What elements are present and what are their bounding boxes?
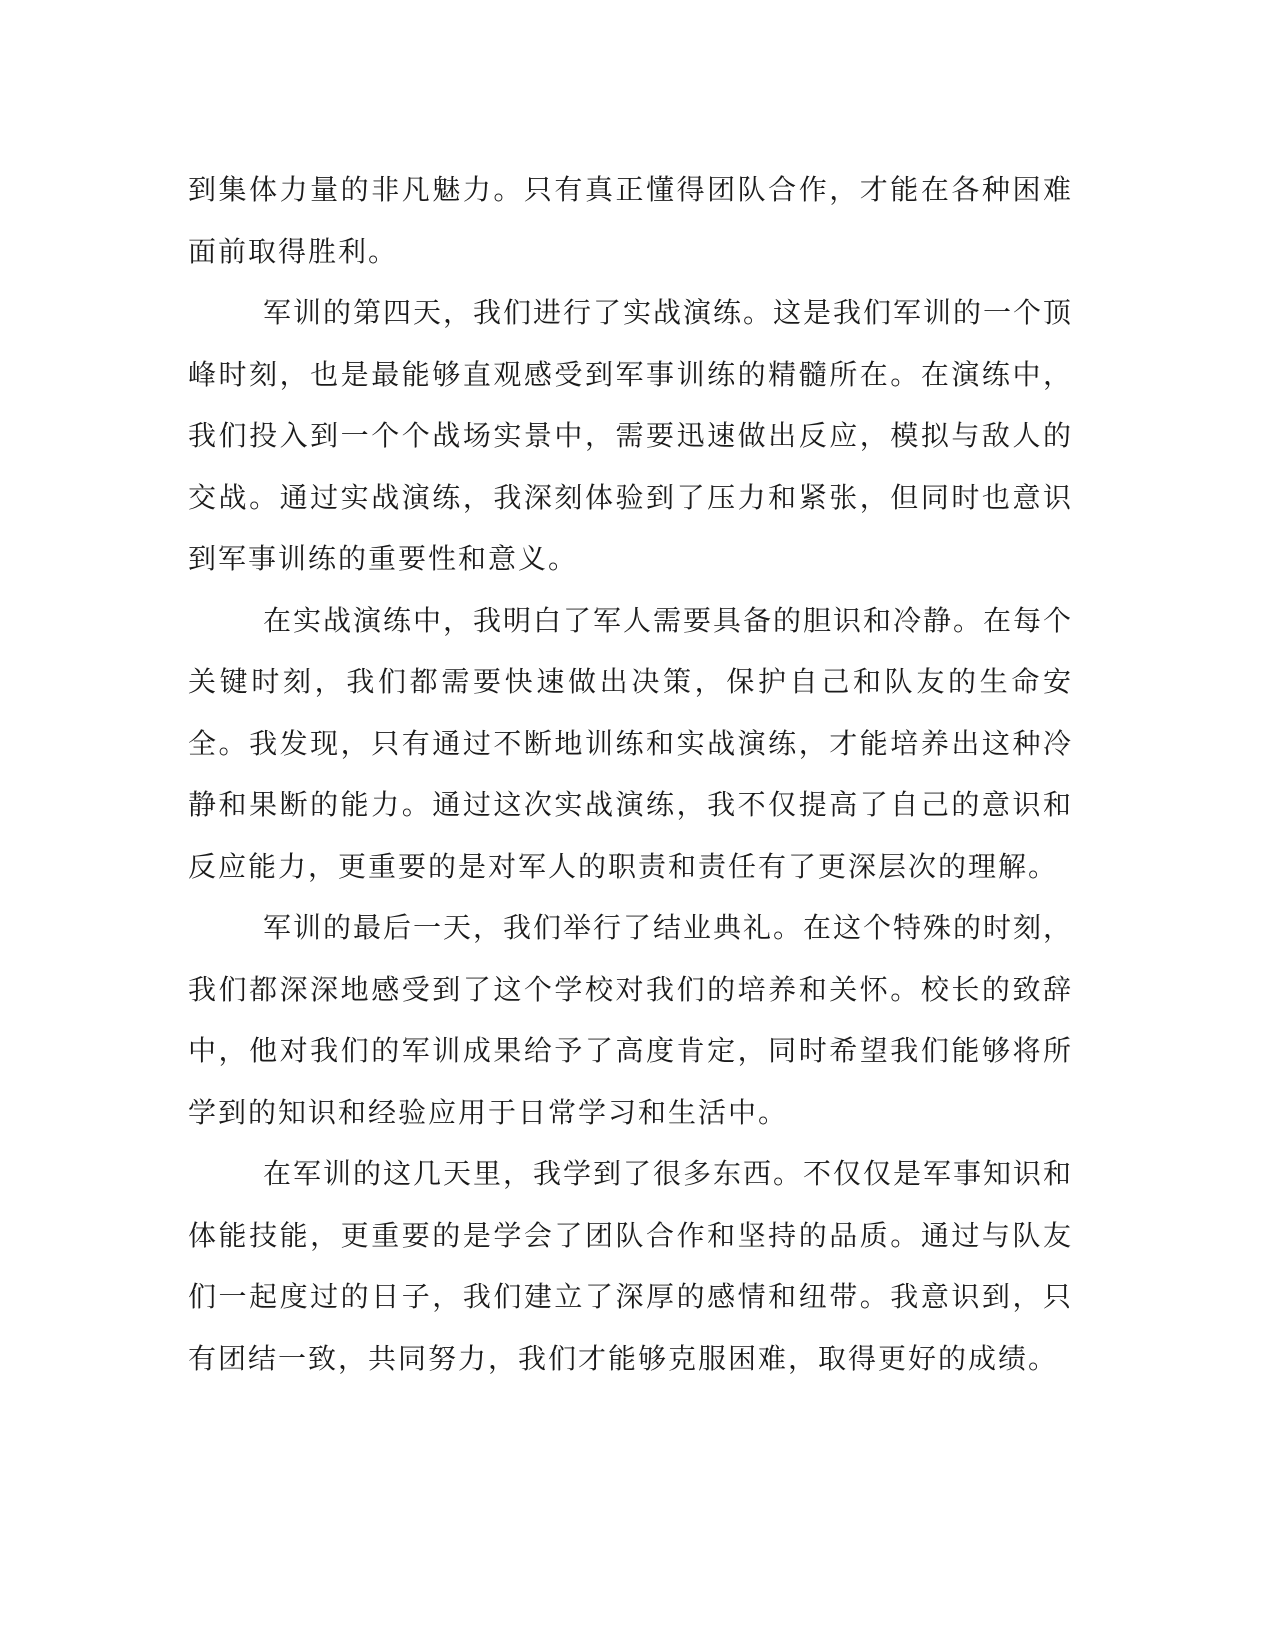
paragraph-4: 军训的最后一天，我们举行了结业典礼。在这个特殊的时刻，我们都深深地感受到了这个学校对我们的培养和关怀。校长的致辞中，他对我们的军训成果给予了高度肯定，同时希望我们能够将所学到的知识和经验应用于日常学习和生活中。 <box>188 911 1074 1129</box>
paragraph-1: 到集体力量的非凡魅力。只有真正懂得团队合作，才能在各种困难面前取得胜利。 <box>188 173 1073 268</box>
document-body <box>188 159 1073 1389</box>
paragraph-5: 在军训的这几天里，我学到了很多东西。不仅仅是军事知识和体能技能，更重要的是学会了团队合作和坚持的品质。通过与队友们一起度过的日子，我们建立了深厚的感情和纽带。我意识到，只有团结一致，共同努力，我们才能够克服困难，取得更好的成绩。 <box>188 1157 1074 1375</box>
paragraph-3: 在实战演练中，我明白了军人需要具备的胆识和冷静。在每个关键时刻，我们都需要快速做出决策，保护自己和队友的生命安全。我发现，只有通过不断地训练和实战演练，才能培养出这种冷静和果断的能力。通过这次实战演练，我不仅提高了自己的意识和反应能力，更重要的是对军人的职责和责任有了更深层次的理解。 <box>188 603 1074 883</box>
paragraph-2: 军训的第四天，我们进行了实战演练。这是我们军训的一个顶峰时刻，也是最能够直观感受到军事训练的精髓所在。在演练中，我们投入到一个个战场实景中，需要迅速做出反应，模拟与敌人的交战。通过实战演练，我深刻体验到了压力和紧张，但同时也意识到军事训练的重要性和意义。 <box>188 296 1074 575</box>
